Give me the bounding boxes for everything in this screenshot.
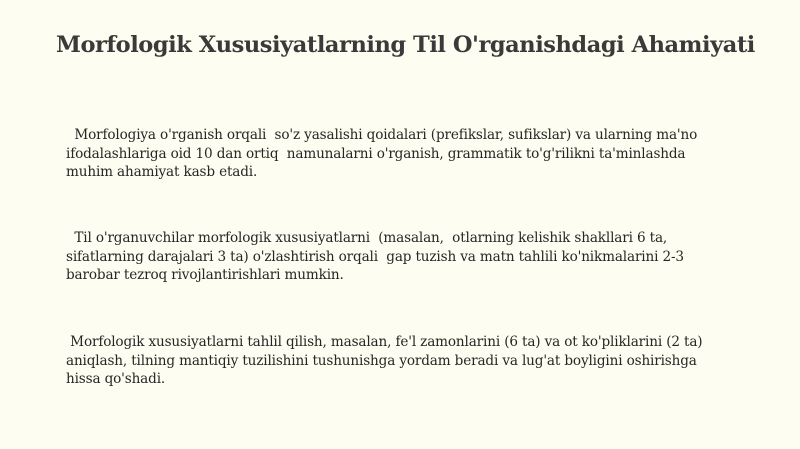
paragraph-learners-morphological-features: Til o'rganuvchilar morfologik xususiyatlarni (masalan, otlarning kelishik shakllari 6 ta, sifatlarning darajalari 3 ta) o'zlashtirish orqali gap tuzish va matn tahlili ko'nikmalarini 2-3 barobar tezroq rivojlantirishlari mumkin. xyxy=(66,230,684,283)
paragraph-analysis-benefits: Morfologik xususiyatlarni tahlil qilish, masalan, fe'l zamonlarini (6 ta) va ot ko'pliklarini (2 ta) aniqlash, tilning mantiqiy tuzilishini tushunishga yordam beradi va lug'at boyligini oshirishga hissa qo'shadi. xyxy=(66,334,703,387)
slide-title: Morfologik Xususiyatlarning Til O'rganishdagi Ahamiyati xyxy=(56,32,755,58)
paragraph-morphology-word-formation: Morfologiya o'rganish orqali so'z yasalishi qoidalari (prefikslar, sufikslar) va ularning ma'no ifodalashlariga oid 10 dan ortiq namunalarni o'rganish, grammatik to'g'rilikni ta'minlashda muhim ahamiyat kasb etadi. xyxy=(66,127,698,180)
